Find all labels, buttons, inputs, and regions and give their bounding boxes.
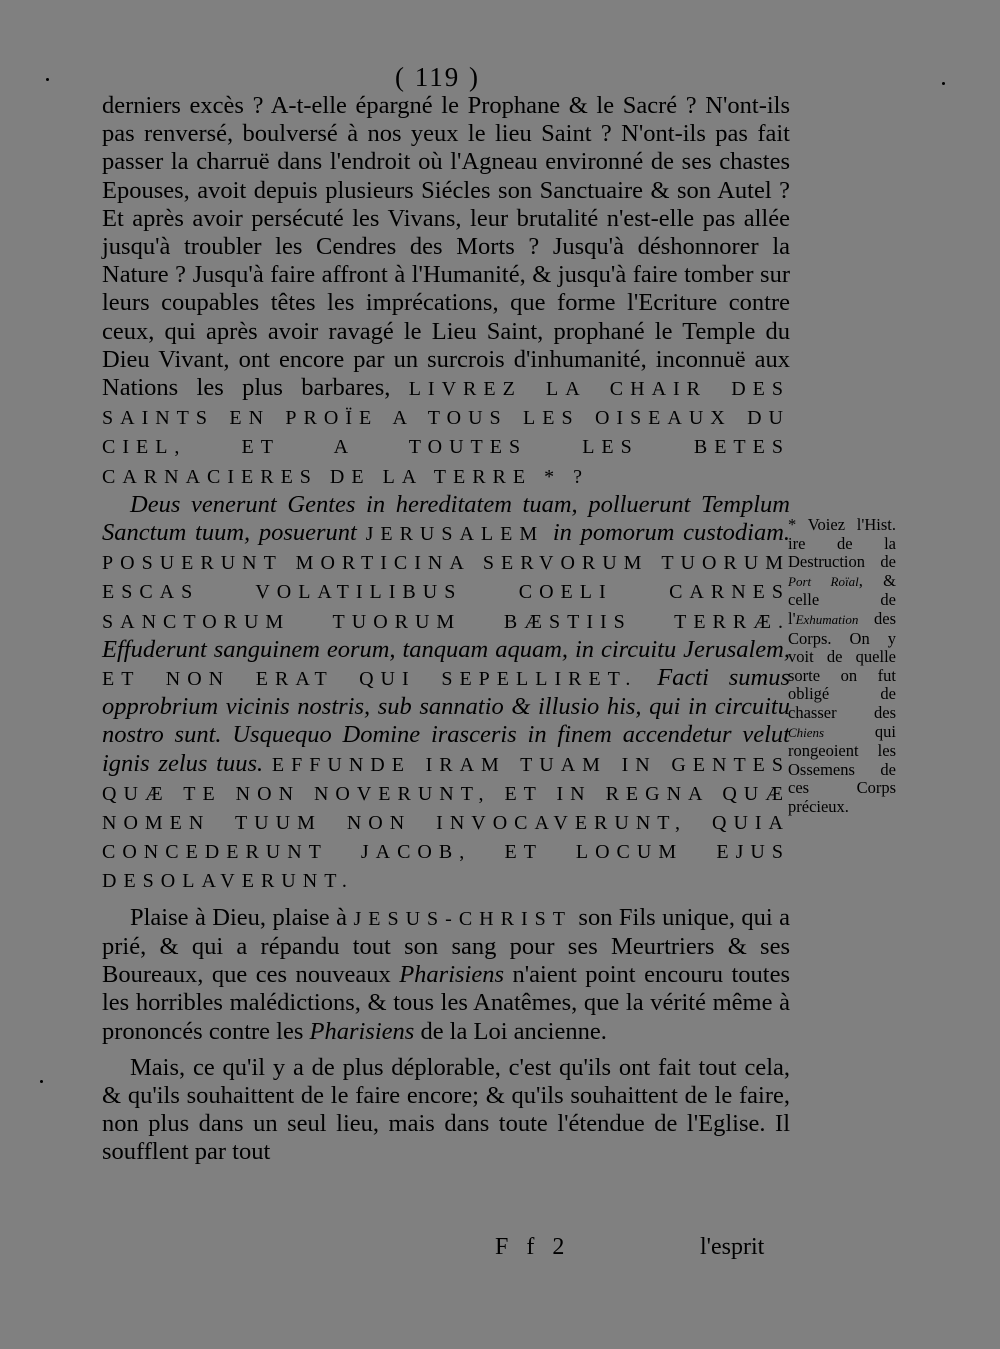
margin-note-text-2: , & celle de l' <box>788 570 896 628</box>
paragraph-1 <box>102 92 790 491</box>
margin-note-text-3: des Corps. On y voit de quelle sorte on fut obligé de chasser des <box>788 608 896 722</box>
margin-note-italic-1: Port Roïal <box>788 573 859 589</box>
ink-speck <box>942 82 945 85</box>
paragraph-3: Mais, ce qu'il y a de plus déplorable, c'est qu'ils ont fait tout cela, & qu'ils souhaittent de le faire encore; & qu'ils souhaittent de le faire, non plus dans un seul lieu, mais dans toute l'étendue de l'Eglise. Il soufflent par tout <box>102 1053 790 1166</box>
latin-quotation <box>102 491 790 896</box>
latin-part-2: in pomorum custodiam. <box>552 519 791 547</box>
main-text-column <box>102 92 790 1167</box>
latin-caps-3: ET NON ERAT QUI SEPELLIRET. <box>102 668 638 691</box>
paragraph-2 <box>102 904 790 1046</box>
margin-note-italic-3: Chiens <box>788 724 825 740</box>
page-number: ( 119 ) <box>395 62 480 92</box>
paragraph-2-mid-2: n'aient point encouru toutes les horribles malédictions, & tous les Anatêmes, que la vérité même à prononcés contre les <box>102 961 791 1045</box>
latin-caps-4: EFFUNDE IRAM TUAM IN GENTES QUÆ TE NON NOVERUNT, ET IN REGNA QUÆ NOMEN TUUM NON INVOCAVERUNT, QUIA CONCEDERUNT JACOB, ET LOCUM EJUS DESOLAVERUNT. <box>102 753 791 893</box>
paragraph-2-mid: son Fils unique, qui a prié, & qui a répandu tout son sang pour ses Meurtriers & ses Boureaux, que ces nouveaux <box>102 903 791 989</box>
paragraph-1-text: derniers excès ? A-t-elle épargné le Prophane & le Sacré ? N'ont-ils pas renversé, boulversé à nos yeux le lieu Saint ? N'ont-ils pas fait passer la charruë dans l'endroit où l'Agneau environné de ses chastes Epouses, avoit depuis plusieurs Siécles son Sanctuaire & son Autel ? Et après avoir persécuté les Vivans, leur brutalité n'est-elle pas allée jusqu'à troubler les Cendres des Morts ? Jusqu'à déshonnorer la Nature ? Jusqu'à faire affront à l'Humanité, & jusqu'à faire tomber sur leurs coupables têtes les imprécations, que forme l'Ecriture contre ceux, qui après avoir ravagé le Lieu Saint, prophané le Temple du Dieu Vivant, ont encore par un surcrois d'inhumanité, inconnuë aux Nations les plus barbares, <box>102 92 790 402</box>
margin-note-text-1: * Voiez l'Hist. ire de la Destruction de <box>788 515 896 572</box>
paragraph-2-start: Plaise à Dieu, plaise à <box>130 903 347 931</box>
margin-note-italic-2: Exhumation <box>795 611 859 627</box>
latin-caps-2: POSUERUNT MORTICINA SERVORUM TUORUM ESCAS VOLATILIBUS COELI CARNES SANCTORUM TUORUM BÆSTIIS TERRÆ. <box>102 552 790 633</box>
margin-note-text-4: qui rongeoient les Ossemens de ces Corps précieux. <box>788 721 896 816</box>
latin-caps-1: JERUSALEM <box>365 523 545 546</box>
latin-part-4: Facti sumus opprobrium vicinis nostris, sub sannatio & illusio his, qui in circuitu nostro sunt. Usquequo Domine irasceris in finem accendetur velut ignis zelus tuus. <box>102 664 790 777</box>
latin-part-1: Deus venerunt Gentes in hereditatem tuam, polluerunt Templum Sanctum tuum, posuerunt <box>102 490 790 547</box>
ink-speck <box>40 1080 43 1083</box>
paragraph-2-end: de la Loi ancienne. <box>420 1017 607 1045</box>
paragraph-2-italic-1: Pharisiens <box>399 961 505 989</box>
ink-speck <box>46 78 49 81</box>
catchword: l'esprit <box>700 1234 765 1260</box>
paragraph-2-caps: JESUS-CHRIST <box>353 907 572 930</box>
paragraph-2-italic-2: Pharisiens <box>309 1017 415 1045</box>
signature-mark: F f 2 <box>495 1234 571 1260</box>
paragraph-1-small-caps: LIVREZ LA CHAIR DES SAINTS EN PROÏE A TOUS LES OISEAUX DU CIEL, ET A TOUTES LES BETES CARNACIERES DE LA TERRE * ? <box>102 378 791 488</box>
margin-note <box>788 516 896 817</box>
latin-part-3: Effuderunt sanguinem eorum, tanquam aquam, in circuitu Jerusalem, <box>102 635 790 663</box>
